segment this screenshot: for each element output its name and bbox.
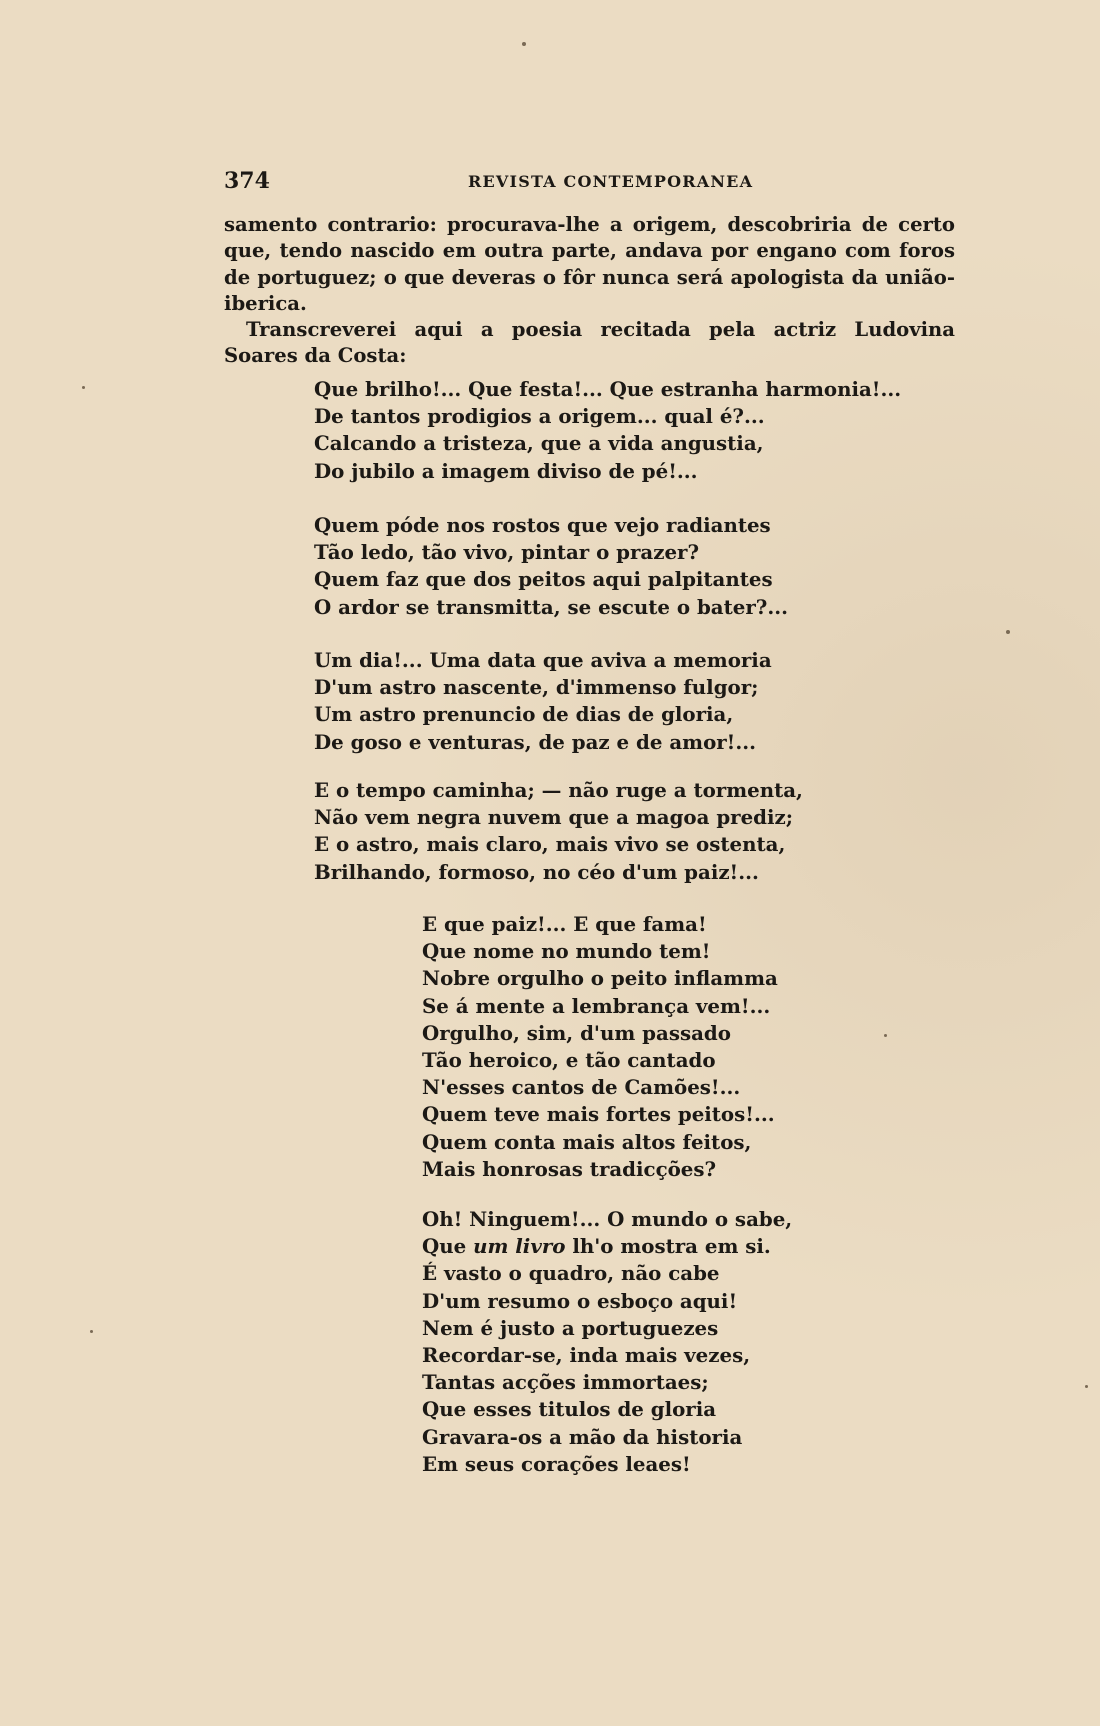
verse-line: Um dia!... Uma data que aviva a memoria: [314, 648, 772, 672]
verse-line: Em seus corações leaes!: [422, 1451, 691, 1476]
stanza-5: [422, 911, 778, 1183]
verse-line: Quem faz que dos peitos aqui palpitantes: [314, 567, 773, 592]
verse-line: Nobre orgulho o peito inflamma: [422, 966, 778, 991]
verse-line: Um astro prenuncio de dias de gloria,: [314, 702, 734, 727]
verse-line: De tantos prodigios a origem... qual é?...: [314, 404, 765, 429]
stanza-2: [314, 512, 788, 621]
verse-line: Nem é justo a portuguezes: [422, 1315, 719, 1340]
prose-paragraph: samento contrario: procurava-lhe a origem, descobriria de certo que, tendo nascido em outra parte, andava por engano com foros de portuguez; o que deveras o fôr nunca será apologista da união-iberica.: [224, 213, 955, 315]
paper-speck: [1006, 630, 1010, 634]
stanza-1: [314, 376, 901, 485]
verse-line: De goso e venturas, de paz e de amor!...: [314, 729, 757, 754]
verse-line: Tão ledo, tão vivo, pintar o prazer?: [314, 540, 700, 565]
paper-speck: [1085, 1385, 1088, 1388]
verse-line-with-italic: [422, 1233, 792, 1260]
verse-line: Mais honrosas tradicções?: [422, 1156, 717, 1181]
verse-text: Que: [422, 1234, 474, 1259]
stanza-3: [314, 647, 772, 756]
running-title: REVISTA CONTEMPORANEA: [468, 172, 754, 191]
page-number: 374: [224, 168, 270, 194]
page-header: [224, 168, 955, 198]
verse-line: Não vem negra nuvem que a magoa prediz;: [314, 805, 794, 830]
verse-line: Do jubilo a imagem diviso de pé!...: [314, 458, 698, 483]
verse-text: lh'o mostra em si.: [565, 1234, 771, 1259]
stanza-4: [314, 777, 803, 886]
verse-line: Recordar-se, inda mais vezes,: [422, 1342, 751, 1367]
paper-speck: [90, 1330, 93, 1333]
prose-block: [224, 212, 955, 370]
verse-line: Quem teve mais fortes peitos!...: [422, 1102, 775, 1127]
verse-line: Gravara-os a mão da historia: [422, 1424, 743, 1449]
stanza-6: [422, 1206, 792, 1478]
verse-line: Tantas acções immortaes;: [422, 1370, 709, 1395]
verse-line: Quem conta mais altos feitos,: [422, 1129, 752, 1154]
verse-line: D'um astro nascente, d'immenso fulgor;: [314, 675, 759, 700]
verse-line: N'esses cantos de Camões!...: [422, 1075, 741, 1100]
verse-line: Que esses titulos de gloria: [422, 1397, 717, 1422]
verse-line: Se á mente a lembrança vem!...: [422, 993, 771, 1018]
verse-line: Quem póde nos rostos que vejo radiantes: [314, 513, 771, 537]
verse-line: E o tempo caminha; — não ruge a tormenta,: [314, 778, 803, 802]
verse-line: Que nome no mundo tem!: [422, 939, 711, 964]
verse-line: D'um resumo o esboço aqui!: [422, 1288, 738, 1313]
paper-speck: [522, 42, 526, 46]
verse-line: Brilhando, formoso, no céo d'um paiz!...: [314, 859, 759, 884]
verse-line: É vasto o quadro, não cabe: [422, 1261, 720, 1286]
verse-line: Orgulho, sim, d'um passado: [422, 1020, 731, 1045]
verse-line: O ardor se transmitta, se escute o bater?...: [314, 594, 788, 619]
verse-line: Que brilho!... Que festa!... Que estranha harmonia!...: [314, 377, 902, 401]
verse-line: Calcando a tristeza, que a vida angustia,: [314, 431, 764, 456]
paper-speck: [82, 386, 85, 389]
verse-line: Oh! Ninguem!... O mundo o sabe,: [422, 1207, 793, 1231]
prose-paragraph: Transcreverei aqui a poesia recitada pela actriz Ludovina Soares da Costa:: [224, 318, 955, 368]
verse-line: E que paiz!... E que fama!: [422, 912, 707, 936]
verse-line: E o astro, mais claro, mais vivo se ostenta,: [314, 832, 786, 857]
verse-line: Tão heroico, e tão cantado: [422, 1047, 716, 1072]
paper-speck: [884, 1034, 887, 1037]
italic-emphasis: um livro: [473, 1234, 566, 1259]
